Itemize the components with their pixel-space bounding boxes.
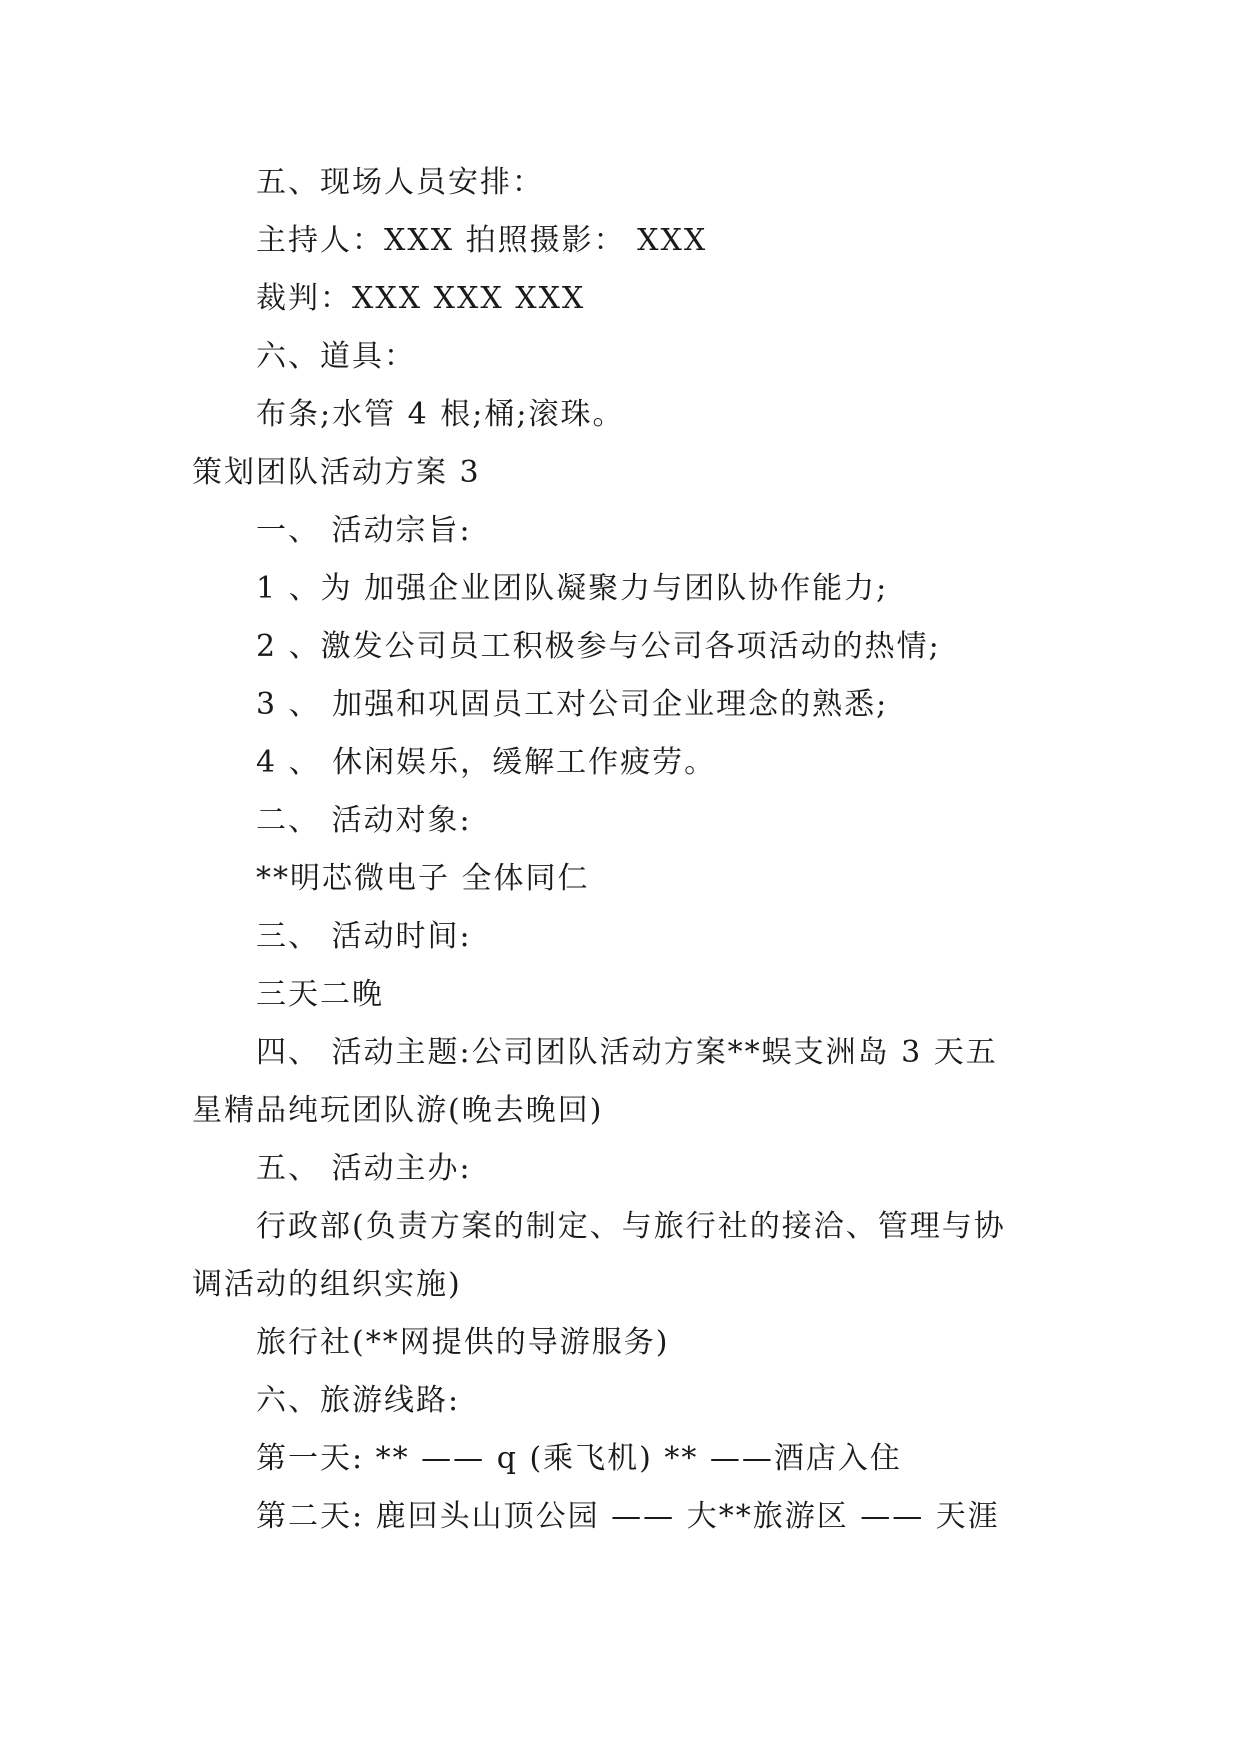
route-day-2: 第二天: 鹿回头山顶公园 —— 大**旅游区 —— 天涯 xyxy=(256,1499,1000,1534)
host-photographer-line: 主持人：XXX 拍照摄影： XXX xyxy=(256,223,708,258)
purpose-item-1: 1 、为 加强企业团队凝聚力与团队协作能力; xyxy=(256,571,889,606)
purpose-heading: 一、 活动宗旨: xyxy=(256,513,472,548)
time-line: 三天二晚 xyxy=(256,977,384,1012)
section-6-heading: 六、道具： xyxy=(256,339,416,374)
plan-3-title: 策划团队活动方案 3 xyxy=(192,455,481,490)
purpose-item-3: 3 、 加强和巩固员工对公司企业理念的熟悉; xyxy=(256,687,889,722)
route-day-1: 第一天: ** —— q (乘飞机) ** ——酒店入住 xyxy=(256,1441,902,1476)
theme-line-2: 星精品纯玩团队游(晚去晚回) xyxy=(192,1093,604,1128)
audience-line: **明芯微电子 全体同仁 xyxy=(256,861,590,896)
props-line: 布条;水管 4 根;桶;滚珠。 xyxy=(256,397,625,432)
time-heading: 三、 活动时间: xyxy=(256,919,472,954)
theme-line-1: 四、 活动主题:公司团队活动方案**蜈支洲岛 3 天五 xyxy=(256,1035,998,1070)
purpose-item-4: 4 、 休闲娱乐，缓解工作疲劳。 xyxy=(256,745,717,780)
travel-agency-line: 旅行社(**网提供的导游服务) xyxy=(256,1325,670,1360)
section-5-heading: 五、现场人员安排： xyxy=(256,165,544,200)
purpose-item-2: 2 、激发公司员工积极参与公司各项活动的热情; xyxy=(256,629,941,664)
referee-line: 裁判：XXX XXX XXX xyxy=(256,281,586,316)
organizer-line-2: 调活动的组织实施) xyxy=(192,1267,462,1302)
organizer-heading: 五、 活动主办: xyxy=(256,1151,472,1186)
organizer-line-1: 行政部(负责方案的制定、与旅行社的接洽、管理与协 xyxy=(256,1209,1006,1244)
audience-heading: 二、 活动对象: xyxy=(256,803,472,838)
route-heading: 六、旅游线路: xyxy=(256,1383,461,1418)
